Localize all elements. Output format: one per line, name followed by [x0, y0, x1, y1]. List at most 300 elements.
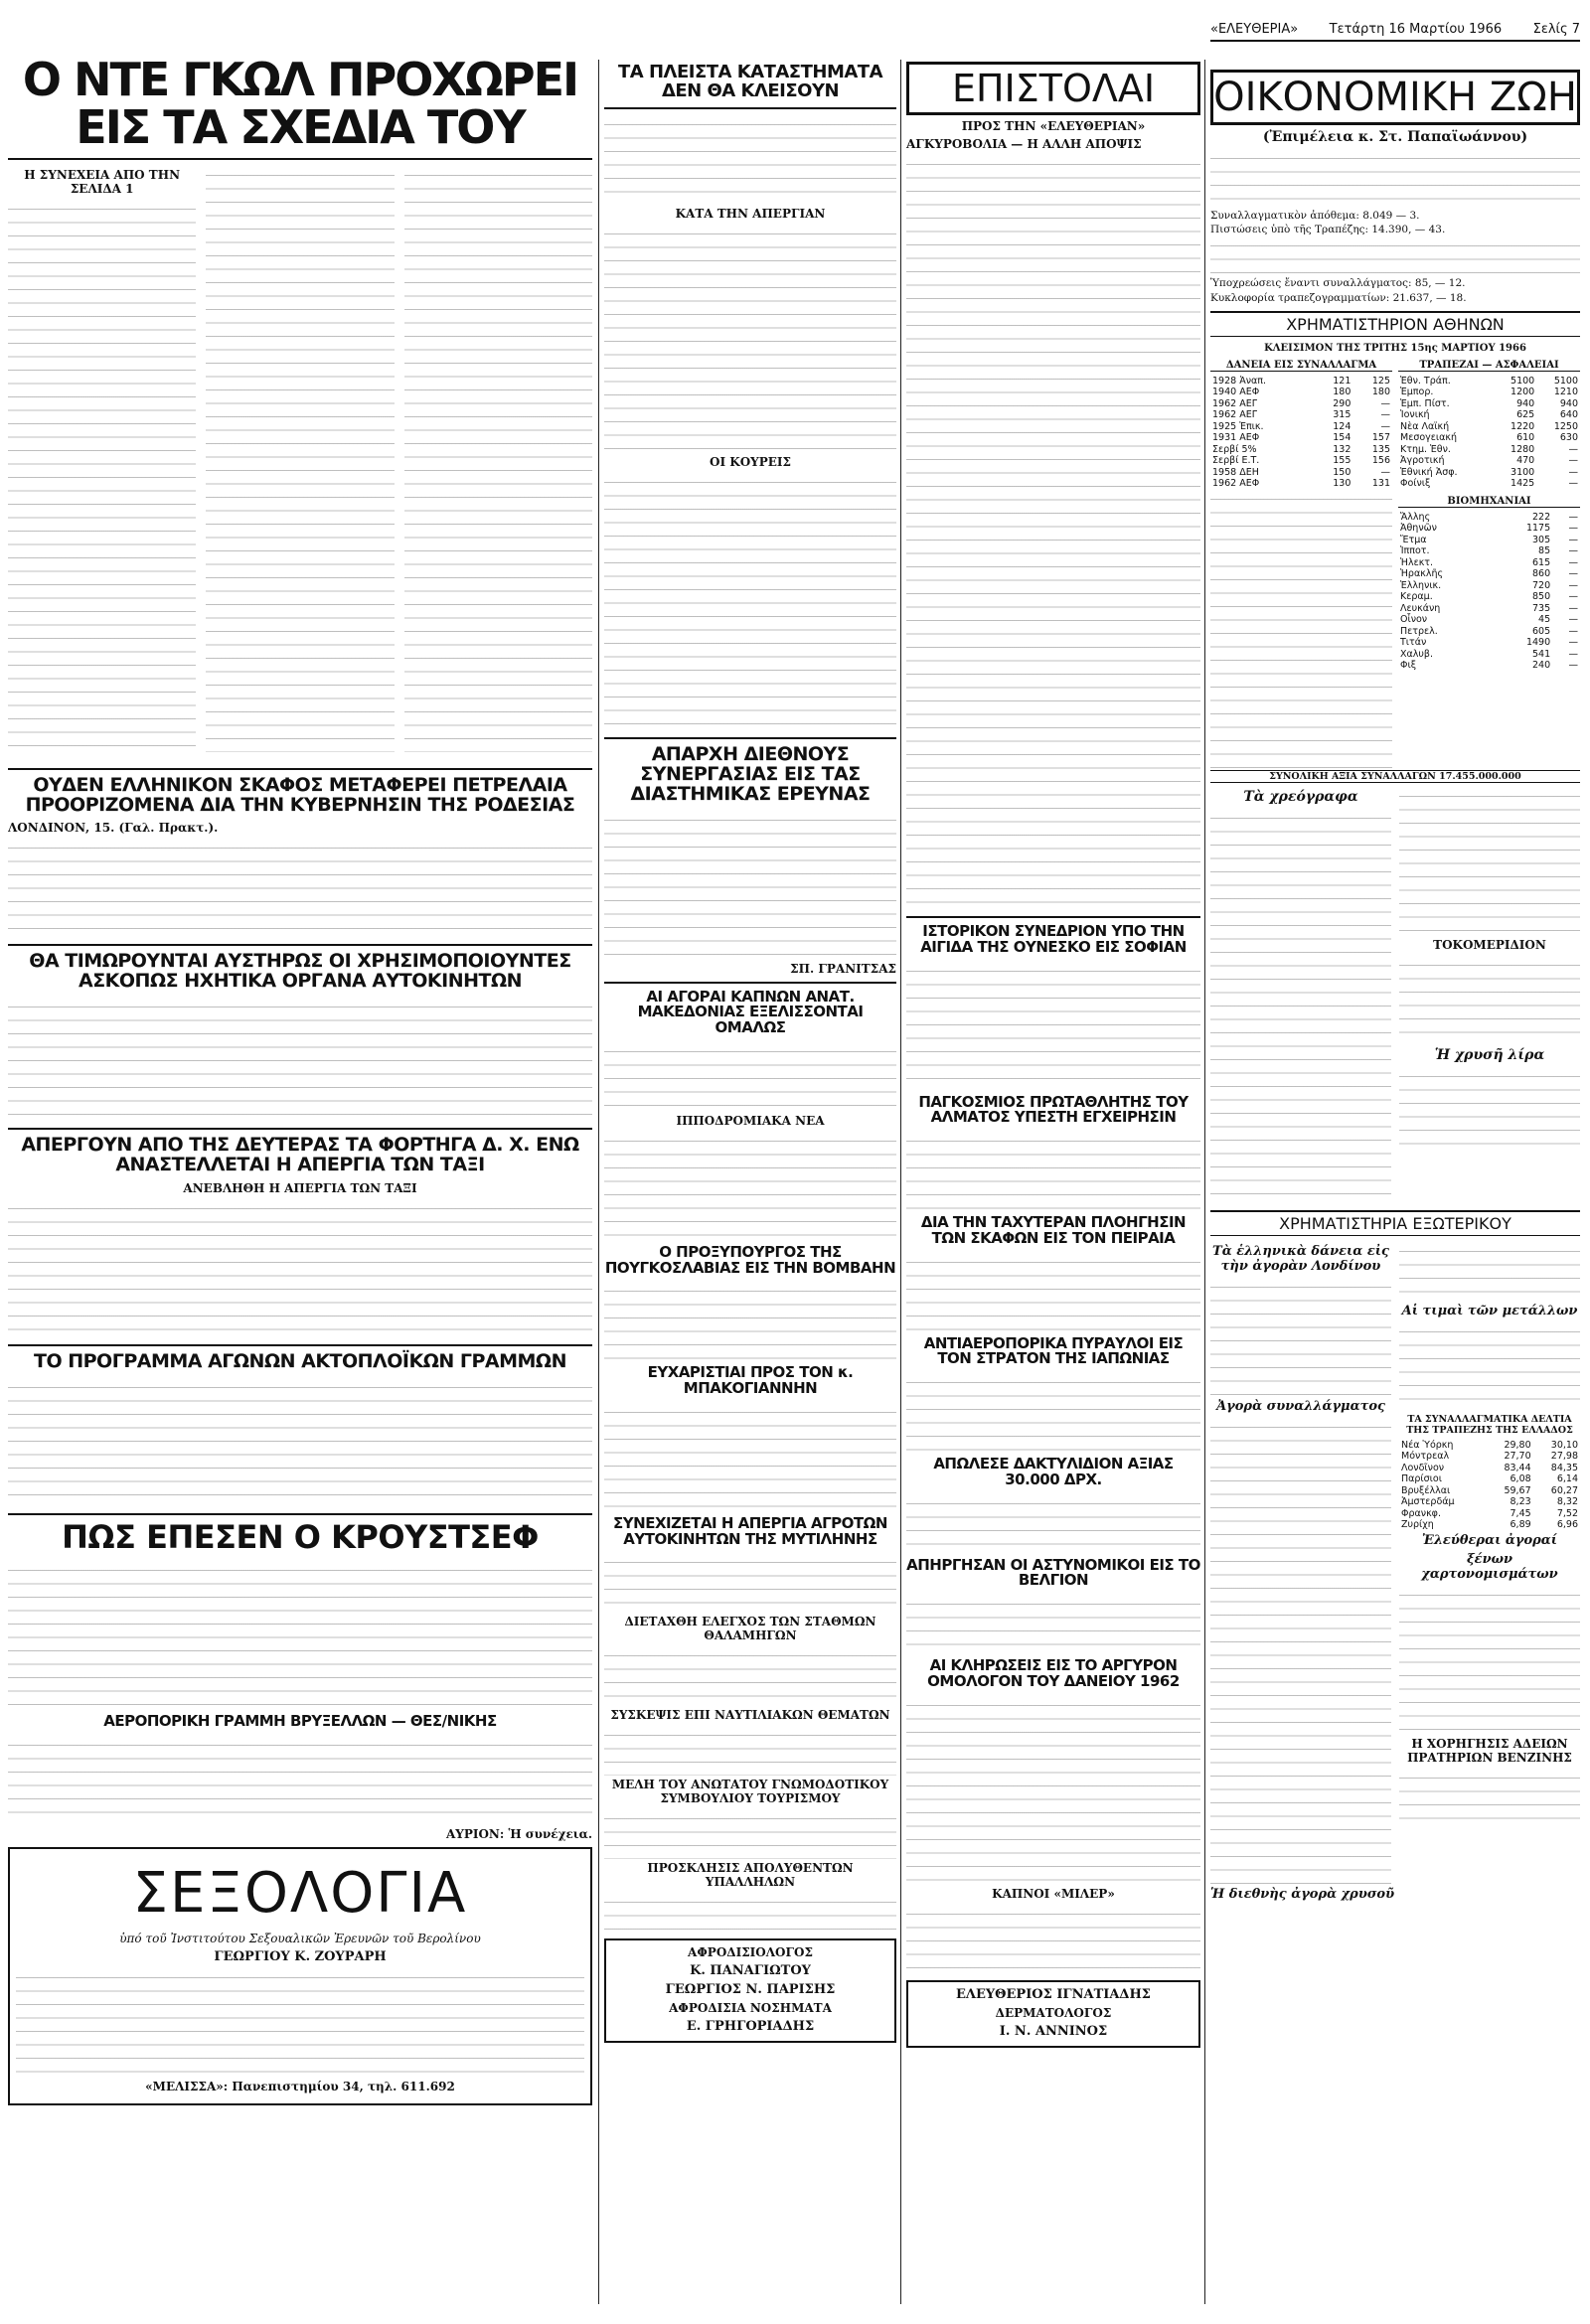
table-cell: 315	[1333, 409, 1352, 421]
table-cell: 1220	[1510, 420, 1535, 432]
page-number: Σελίς 7	[1532, 22, 1580, 37]
table-cell: Λευκάνη	[1400, 602, 1441, 614]
subheading: ΟΙ ΚΟΥΡΕΙΣ	[710, 454, 791, 469]
table-cell: 1250	[1553, 420, 1578, 432]
table-row	[1210, 376, 1392, 387]
table-cell: 59,67	[1504, 1484, 1531, 1496]
table-cell: 155	[1333, 455, 1352, 467]
story-text	[906, 1494, 1200, 1554]
table-cell: 6,89	[1510, 1519, 1531, 1531]
table-cell: 83,44	[1504, 1462, 1531, 1473]
story-text	[1399, 1322, 1580, 1412]
table-row	[1399, 1473, 1580, 1485]
story-headline: ΣΥΝΕΧΙΖΕΤΑΙ Η ΑΠΕΡΓΙΑ ΑΓΡΟΤΩΝ ΑΥΤΟΚΙΝΗΤΩΝ ΤΗΣ ΜΥΤΙΛΗΝΗΣ	[613, 1513, 887, 1548]
subheading: Τὰ ἑλληνικὰ δάνεια εἰς τὴν ἀγορὰν Λονδίνου	[1212, 1243, 1389, 1274]
table-text	[1210, 490, 1392, 768]
masthead	[1210, 8, 1580, 58]
table-cell: —	[1568, 660, 1578, 672]
doctor-ad	[906, 1980, 1200, 2048]
table-cell: 1928 Ἀναπ.	[1212, 375, 1267, 387]
table-cell: Ἔτμα	[1400, 534, 1427, 545]
table-cell: 180	[1371, 387, 1390, 398]
doctor-ad	[604, 1938, 896, 2043]
table-row	[1398, 387, 1580, 398]
table-cell: Ἐθνική Ἀσφ.	[1400, 466, 1458, 478]
exchange-headline: ΧΡΗΜΑΤΙΣΤΗΡΙΟΝ ΑΘΗΝΩΝ	[1210, 311, 1580, 337]
table-row	[1399, 1485, 1580, 1497]
subheading: Αἱ τιμαὶ τῶν μετάλλων	[1401, 1303, 1578, 1318]
story-headline: ΑΙ ΚΛΗΡΩΣΕΙΣ ΕΙΣ ΤΟ ΑΡΓΥΡΟΝ ΟΜΟΛΟΓΟΝ ΤΟΥ ΔΑΝΕΙΟΥ 1962	[927, 1656, 1180, 1690]
table-row	[1398, 444, 1580, 456]
table-row	[1210, 467, 1392, 479]
story-text	[906, 1132, 1200, 1211]
story-text	[1210, 809, 1391, 1196]
table-cell: —	[1568, 534, 1578, 545]
summary-list	[1210, 209, 1580, 305]
table-row	[1398, 545, 1580, 557]
ad-text	[16, 1968, 584, 2078]
table-cell: 125	[1371, 375, 1390, 387]
story-text	[604, 1132, 896, 1241]
story-headline: ΙΣΤΟΡΙΚΟΝ ΣΥΝΕΔΡΙΟΝ ΥΠΟ ΤΗΝ ΑΙΓΙΔΑ ΤΗΣ ΟΥΝΕΣΚΟ ΕΙΣ ΣΟΦΙΑΝ	[920, 922, 1187, 956]
summary-line: Συναλλαγματικὸν ἀπόθεμα: 8.049 — 3.	[1210, 210, 1420, 222]
story-text	[8, 1561, 592, 1710]
subheading: ΤΟΚΟΜΕΡΙΔΙΟΝ	[1433, 937, 1546, 952]
table-cell: 6,14	[1556, 1473, 1578, 1485]
subheading: Ἡ διεθνὴς ἀγορὰ χρυσοῦ	[1210, 1886, 1395, 1902]
finance-headline: ΟΙΚΟΝΟΜΙΚΗ ΖΩΗ	[1210, 70, 1580, 125]
table-cell: 6,08	[1510, 1473, 1531, 1485]
story-text	[8, 200, 196, 756]
table-cell: —	[1380, 466, 1390, 478]
table-cell: 605	[1532, 625, 1551, 637]
table-cell: 222	[1532, 511, 1551, 523]
table-cell: 29,80	[1504, 1439, 1531, 1451]
story-text	[604, 225, 896, 453]
banks-table	[1398, 376, 1580, 490]
column-rule	[1204, 60, 1205, 2304]
table-cell: Νέα Ὑόρκη	[1401, 1439, 1454, 1451]
subheading: Ἀγορὰ συναλλάγματος	[1216, 1398, 1385, 1414]
table-cell: 1425	[1510, 478, 1535, 490]
ad-title: ΣΕΞΟΛΟΓΙΑ	[132, 1860, 468, 1926]
story-headline: ΔΙΑ ΤΗΝ ΤΑΧΥΤΕΡΑΝ ΠΛΟΗΓΗΣΙΝ ΤΩΝ ΣΚΑΦΩΝ ΕΙΣ ΤΟΝ ΠΕΙΡΑΙΑ	[920, 1213, 1187, 1247]
table-row	[1398, 467, 1580, 479]
ad-footer: «ΜΕΛΙΣΣΑ»: Πανεπιστημίου 34, τηλ. 611.692	[145, 2079, 455, 2093]
table-row	[1398, 478, 1580, 490]
table-cell: Λονδῖνον	[1401, 1462, 1445, 1473]
table-cell: 860	[1532, 568, 1551, 580]
byline: ΣΠ. ΓΡΑΝΙΤΣΑΣ	[790, 961, 896, 976]
table-row	[1210, 421, 1392, 433]
table-cell: —	[1568, 523, 1578, 535]
story-text	[604, 115, 896, 205]
table-cell: 1280	[1510, 443, 1535, 455]
story-text	[604, 1809, 896, 1859]
story-text	[8, 1736, 592, 1825]
table-cell: —	[1568, 648, 1578, 660]
table-cell: Ἠλεκτ.	[1400, 556, 1434, 568]
story-text	[8, 998, 592, 1122]
story-text	[404, 166, 592, 752]
table-cell: 720	[1532, 579, 1551, 591]
table-cell: 640	[1559, 409, 1578, 421]
summary-line: Κυκλοφορία τραπεζογραμματίων: 21.637, — 18.	[1210, 291, 1467, 304]
table-cell: —	[1568, 455, 1578, 467]
letter-title: ΑΓΚΥΡΟΒΟΛΙΑ — Η ΑΛΛΗ ΑΠΟΨΙΣ	[906, 137, 1142, 151]
ad-subtitle: ὑπό τοῦ Ἰνστιτούτου Σεξουαλικῶν Ἐρευνῶν τοῦ Βερολίνου	[119, 1931, 481, 1945]
story-text	[906, 1595, 1200, 1654]
story-text	[206, 166, 394, 752]
table-cell: 1958 ΔΕΗ	[1212, 466, 1259, 478]
table-cell: Φρανκφ.	[1401, 1507, 1441, 1519]
story-headline: ΘΑ ΤΙΜΩΡΟΥΝΤΑΙ ΑΥΣΤΗΡΩΣ ΟΙ ΧΡΗΣΙΜΟΠΟΙΟΥΝΤΕΣ ΑΣΚΟΠΩΣ ΗΧΗΤΙΚΑ ΟΡΓΑΝΑ ΑΥΤΟΚΙΝΗΤΩΝ	[29, 950, 571, 993]
paper-name: «ΕΛΕΥΘΕΡΙΑ»	[1210, 22, 1299, 37]
subheading: ΔΙΕΤΑΧΘΗ ΕΛΕΓΧΟΣ ΤΩΝ ΣΤΑΘΜΩΝ ΘΑΛΑΜΗΓΩΝ	[624, 1615, 876, 1643]
table-cell: —	[1568, 568, 1578, 580]
story-text	[906, 1253, 1200, 1332]
story-text	[1399, 1586, 1580, 1735]
dateline: ΛΟΝΔΙΝΟΝ, 15. (Γαλ. Πρακτ.).	[8, 821, 219, 836]
table-title: ΤΡΑΠΕΖΑΙ — ΑΣΦΑΛΕΙΑΙ	[1398, 360, 1580, 372]
table-row	[1210, 444, 1392, 456]
story-headline: ΤΟ ΠΡΟΓΡΑΜΜΑ ΑΓΩΝΩΝ ΑΚΤΟΠΛΟΪΚΩΝ ΓΡΑΜΜΩΝ	[34, 1350, 566, 1373]
story-text	[1210, 1418, 1391, 1885]
exchange-tables	[1210, 358, 1580, 768]
story-text	[604, 1282, 896, 1361]
lottery-head: ΙΠΠΟΔΡΟΜΙΑΚΑ ΝΕΑ	[676, 1113, 825, 1128]
table-cell: 5100	[1510, 375, 1535, 387]
table-row	[1398, 614, 1580, 626]
main-story	[8, 166, 592, 762]
table-row	[1398, 376, 1580, 387]
story-headline: ΑΙ ΑΓΟΡΑΙ ΚΑΠΝΩΝ ΑΝΑΤ. ΜΑΚΕΔΟΝΙΑΣ ΕΞΕΛΙΣΣΟΝΤΑΙ ΟΜΑΛΩΣ	[637, 987, 864, 1037]
column-2	[604, 50, 896, 2315]
table-cell: 1962 ΑΕΦ	[1212, 478, 1260, 490]
table-row	[1398, 398, 1580, 410]
table-cell: —	[1568, 466, 1578, 478]
table-cell: Φιξ	[1400, 660, 1416, 672]
issue-date: Τετάρτη 16 Μαρτίου 1966	[1329, 22, 1503, 37]
story-headline: ΟΥΔΕΝ ΕΛΛΗΝΙΚΟΝ ΣΚΑΦΟΣ ΜΕΤΑΦΕΡΕΙ ΠΕΤΡΕΛΑΙΑ ΠΡΟΟΡΙΖΟΜΕΝΑ ΔΙΑ ΤΗΝ ΚΥΒΕΡΝΗΣΙΝ ΤΗΣ ΡΟΔΕΣΙΑΣ	[25, 773, 575, 816]
story-text	[604, 1646, 896, 1706]
table-cell: 1962 ΑΕΓ	[1212, 397, 1257, 409]
table-cell: 1175	[1525, 523, 1551, 535]
subheading: ΠΡΟΣ ΤΗΝ «ΕΛΕΥΘΕΡΙΑΝ»	[961, 119, 1146, 133]
table-title: ΒΙΟΜΗΧΑΝΙΑΙ	[1398, 496, 1580, 508]
table-cell: —	[1380, 397, 1390, 409]
story-text	[604, 1403, 896, 1512]
table-cell: 124	[1333, 420, 1352, 432]
story-headline: ΠΑΓΚΟΣΜΙΟΣ ΠΡΩΤΑΘΛΗΤΗΣ ΤΟΥ ΑΛΜΑΤΟΣ ΥΠΕΣΤΗ ΕΓΧΕΙΡΗΣΙΝ	[918, 1092, 1189, 1127]
ad-title: ΑΦΡΟΔΙΣΙΟΛΟΓΟΣ	[688, 1945, 813, 1960]
table-row	[1398, 660, 1580, 672]
table-cell: Ἑλληνικ.	[1400, 579, 1442, 591]
story-text	[1210, 1278, 1391, 1397]
table-row	[1210, 398, 1392, 410]
table-cell: —	[1568, 511, 1578, 523]
table-cell: 130	[1333, 478, 1352, 490]
table-cell: 541	[1532, 648, 1551, 660]
table-cell: 150	[1333, 466, 1352, 478]
table-cell: Κεραμ.	[1400, 591, 1433, 603]
table-cell: Μεσογειακή	[1400, 432, 1458, 444]
index-total: ΣΥΝΟΛΙΚΗ ΑΞΙΑ ΣΥΝΑΛΛΑΓΩΝ 17.455.000.000	[1210, 770, 1580, 783]
table-row	[1398, 535, 1580, 546]
table-cell: 940	[1516, 397, 1535, 409]
story-text	[1399, 1242, 1580, 1302]
table-cell: 5100	[1553, 375, 1578, 387]
foreign-markets	[1210, 1242, 1580, 1885]
summary-line: Πιστώσεις ὑπὸ τῆς Τραπέζης: 14.390, — 43.	[1210, 224, 1446, 236]
table-cell: Τιτάν	[1400, 637, 1427, 649]
subheading: ξένων χαρτονομισμάτων	[1421, 1551, 1558, 1582]
story-text	[1210, 149, 1580, 209]
story-headline: ΑΠΑΡΧΗ ΔΙΕΘΝΟΥΣ ΣΥΝΕΡΓΑΣΙΑΣ ΕΙΣ ΤΑΣ ΔΙΑΣΤΗΜΙΚΑΣ ΕΡΕΥΝΑΣ	[630, 742, 871, 805]
ad-name: Κ. ΠΑΝΑΓΙΩΤΟΥ	[690, 1963, 811, 1979]
table-row	[1210, 409, 1392, 421]
table-cell: 735	[1532, 602, 1551, 614]
subheading: ΜΕΛΗ ΤΟΥ ΑΝΩΤΑΤΟΥ ΓΝΩΜΟΔΟΤΙΚΟΥ ΣΥΜΒΟΥΛΙΟΥ ΤΟΥΡΙΣΜΟΥ	[611, 1778, 889, 1806]
ad-name: Ι. Ν. ΑΝΝΙΝΟΣ	[999, 2023, 1108, 2039]
subheading: ΤΑ ΣΥΝΑΛΛΑΓΜΑΤΙΚΑ ΔΕΛΤΙΑ ΤΗΣ ΤΡΑΠΕΖΗΣ ΤΗΣ ΕΛΛΑΔΟΣ	[1406, 1413, 1573, 1436]
table-cell: 60,27	[1550, 1484, 1578, 1496]
table-cell: 85	[1538, 545, 1551, 557]
sexology-ad	[8, 1847, 592, 2105]
table-cell: 850	[1532, 591, 1551, 603]
table-cell: Σερβί 5%	[1212, 443, 1257, 455]
table-row	[1398, 626, 1580, 638]
story-text	[604, 811, 896, 960]
table-title: ΔΑΝΕΙΑ ΕΙΣ ΣΥΝΑΛΛΑΓΜΑ	[1210, 360, 1392, 372]
editor-credit: (Ἐπιμέλεια κ. Στ. Παπαϊωάννου)	[1262, 129, 1528, 145]
table-cell: 8,23	[1510, 1496, 1531, 1508]
table-cell: —	[1568, 637, 1578, 649]
table-row	[1398, 591, 1580, 603]
column-rule	[900, 60, 901, 2304]
table-row	[1399, 1508, 1580, 1520]
table-cell: 3100	[1510, 466, 1535, 478]
table-row	[1398, 421, 1580, 433]
column-headline: ΤΑ ΠΛΕΙΣΤΑ ΚΑΤΑΣΤΗΜΑΤΑ ΔΕΝ ΘΑ ΚΛΕΙΣΟΥΝ	[617, 62, 882, 101]
story-text	[1210, 236, 1580, 276]
table-row	[1398, 557, 1580, 569]
story-text	[8, 839, 592, 938]
subheading: ΚΑΤΑ ΤΗΝ ΑΠΕΡΓΙΑΝ	[675, 206, 826, 221]
table-cell: 1940 ΑΕΦ	[1212, 387, 1260, 398]
table-row	[1399, 1519, 1580, 1531]
letters-headline: ΕΠΙΣΤΟΛΑΙ	[906, 62, 1200, 115]
ad-author: ΓΕΩΡΓΙΟΥ Κ. ΖΟΥΡΑΡΗ	[214, 1948, 387, 1964]
table-row	[1210, 455, 1392, 467]
table-row	[1398, 432, 1580, 444]
column-1	[8, 50, 592, 2315]
table-cell: 470	[1516, 455, 1535, 467]
story-text	[1399, 787, 1580, 936]
table-cell: 1210	[1553, 387, 1578, 398]
foreign-exchange-headline: ΧΡΗΜΑΤΙΣΤΗΡΙΑ ΕΞΩΤΕΡΙΚΟΥ	[1210, 1210, 1580, 1236]
table-cell: Ἐμπορ.	[1400, 387, 1434, 398]
table-cell: Ἀμστερδάμ	[1401, 1496, 1455, 1508]
continuation-label: Η ΣΥΝΕΧΕΙΑ ΑΠΟ ΤΗΝ ΣΕΛΙΔΑ 1	[24, 167, 181, 196]
table-cell: —	[1568, 579, 1578, 591]
industry-table	[1398, 512, 1580, 672]
column-rule	[598, 60, 599, 2304]
table-row	[1399, 1451, 1580, 1463]
table-cell: Νὲα Λαϊκή	[1400, 420, 1450, 432]
table-cell: 1962 ΑΕΓ	[1212, 409, 1257, 421]
table-cell: 131	[1371, 478, 1390, 490]
story-text	[8, 1378, 592, 1507]
subheading: ΑΝΕΒΛΗΘΗ Η ΑΠΕΡΓΙΑ ΤΩΝ ΤΑΞΙ	[183, 1181, 417, 1196]
story-headline: ΑΝΤΙΑΕΡΟΠΟΡΙΚΑ ΠΥΡΑΥΛΟΙ ΕΙΣ ΤΟΝ ΣΤΡΑΤΟΝ ΤΗΣ ΙΑΠΩΝΙΑΣ	[923, 1333, 1184, 1368]
table-cell: —	[1568, 478, 1578, 490]
table-row	[1210, 432, 1392, 444]
subheading: Η ΧΟΡΗΓΗΣΙΣ ΑΔΕΙΩΝ ΠΡΑΤΗΡΙΩΝ ΒΕΝΖΙΝΗΣ	[1407, 1736, 1572, 1765]
table-row	[1399, 1440, 1580, 1452]
story-text	[906, 1373, 1200, 1453]
subheading: ΚΑΠΝΟΙ «ΜΙΛΕΡ»	[992, 1886, 1115, 1901]
table-cell: Σερβί Ε.Τ.	[1212, 455, 1260, 467]
table-cell: 625	[1516, 409, 1535, 421]
table-row	[1398, 649, 1580, 661]
story-headline: ΠΩΣ ΕΠΕΣΕΝ Ο ΚΡΟΥΣΤΣΕΦ	[62, 1518, 539, 1557]
table-cell: Ἐθν. Τράπ.	[1400, 375, 1451, 387]
table-cell: —	[1568, 602, 1578, 614]
table-cell: —	[1568, 545, 1578, 557]
table-row	[1398, 580, 1580, 592]
loans-table	[1210, 376, 1392, 490]
table-row	[1210, 387, 1392, 398]
table-cell: Κτημ. Ἐθν.	[1400, 443, 1451, 455]
story-headline: ΑΠΩΛΕΣΕ ΔΑΚΤΥΛΙΔΙΟΝ ΑΞΙΑΣ 30.000 ΔΡΧ.	[933, 1455, 1174, 1488]
table-cell: Μόντρεαλ	[1401, 1451, 1450, 1463]
story-text	[604, 1893, 896, 1933]
table-cell: 156	[1371, 455, 1390, 467]
table-row	[1399, 1463, 1580, 1474]
table-cell: 615	[1532, 556, 1551, 568]
table-cell: Ἡρακλῆς	[1400, 568, 1444, 580]
table-cell: 135	[1371, 443, 1390, 455]
table-cell: Φοίνιξ	[1400, 478, 1431, 490]
table-cell: Ἄλλης	[1400, 511, 1431, 523]
table-cell: 121	[1333, 375, 1352, 387]
subheading: Ἡ χρυσῆ λίρα	[1434, 1046, 1545, 1063]
table-cell: Ἐμπ. Πίστ.	[1400, 397, 1450, 409]
table-cell: 240	[1532, 660, 1551, 672]
column-3	[906, 50, 1200, 2315]
table-cell: Ζυρίχη	[1401, 1519, 1434, 1531]
table-cell: 45	[1538, 614, 1551, 626]
table-cell: 610	[1516, 432, 1535, 444]
table-cell: 180	[1333, 387, 1352, 398]
table-cell: —	[1568, 556, 1578, 568]
table-cell: 7,52	[1556, 1507, 1578, 1519]
story-text	[604, 1726, 896, 1776]
table-row	[1399, 1496, 1580, 1508]
table-cell: Ἰονική	[1400, 409, 1430, 421]
table-row	[1398, 512, 1580, 524]
story-text	[604, 1553, 896, 1613]
table-cell: Οἶνον	[1400, 614, 1428, 626]
table-row	[1398, 455, 1580, 467]
table-row	[1398, 637, 1580, 649]
ad-name: ΕΛΕΥΘΕΡΙΟΣ ΙΓΝΑΤΙΑΔΗΣ	[956, 1986, 1151, 2002]
table-cell: Ἀγροτική	[1400, 455, 1445, 467]
story-headline: ΑΠΕΡΓΟΥΝ ΑΠΟ ΤΗΣ ΔΕΥΤΕΡΑΣ ΤΑ ΦΟΡΤΗΓΑ Δ. Χ. ΕΝΩ ΑΝΑΣΤΕΛΛΕΤΑΙ Η ΑΠΕΡΓΙΑ ΤΩΝ ΤΑΞΙ	[21, 1134, 579, 1176]
table-cell: 7,45	[1510, 1507, 1531, 1519]
story-text	[8, 1199, 592, 1338]
table-cell: 84,35	[1550, 1462, 1578, 1473]
table-cell: 132	[1333, 443, 1352, 455]
story-text	[604, 1042, 896, 1112]
table-cell: 6,96	[1556, 1519, 1578, 1531]
table-cell: 940	[1559, 397, 1578, 409]
summary-line: Ὑποχρεώσεις ἔναντι συναλλάγματος: 85, — 12.	[1210, 277, 1466, 290]
table-cell: —	[1380, 420, 1390, 432]
table-cell: Παρίσιοι	[1401, 1473, 1442, 1485]
table-cell: Βρυξέλλαι	[1401, 1484, 1451, 1496]
story-text	[906, 155, 1200, 910]
story-headline: Ο ΠΡΟΞΥΠΟΥΡΓΟΣ ΤΗΣ ΠΟΥΓΚΟΣΛΑΒΙΑΣ ΕΙΣ ΤΗΝ ΒΟΜΒΑΗΝ	[604, 1242, 896, 1277]
tomorrow-note: ΑΥΡΙΟΝ: Ἡ συνέχεια.	[445, 1826, 592, 1841]
table-cell: 290	[1333, 397, 1352, 409]
table-cell: 630	[1559, 432, 1578, 444]
story-headline: ΑΕΡΟΠΟΡΙΚΗ ΓΡΑΜΜΗ ΒΡΥΞΕΛΛΩΝ — ΘΕΣ/ΝΙΚΗΣ	[103, 1711, 497, 1730]
subheading: Τὰ χρεόγραφα	[1243, 788, 1358, 805]
story-headline: ΑΠΗΡΓΗΣΑΝ ΟΙ ΑΣΤΥΝΟΜΙΚΟΙ ΕΙΣ ΤΟ ΒΕΛΓΙΟΝ	[906, 1555, 1200, 1590]
table-cell: —	[1568, 625, 1578, 637]
table-cell: 27,98	[1550, 1451, 1578, 1463]
table-cell: Ἱπποτ.	[1400, 545, 1430, 557]
table-cell: 8,32	[1556, 1496, 1578, 1508]
story-text	[1399, 1769, 1580, 1828]
table-cell: 1925 Ἐπικ.	[1212, 420, 1264, 432]
subheading: Ἐλεύθεραι ἀγοραί	[1421, 1532, 1558, 1548]
table-cell: 1931 ΑΕΦ	[1212, 432, 1260, 444]
exchange-subtitle: ΚΛΕΙΣΙΜΟΝ ΤΗΣ ΤΡΙΤΗΣ 15ης ΜΑΡΤΙΟΥ 1966	[1264, 342, 1526, 354]
table-cell: —	[1568, 443, 1578, 455]
story-text	[1399, 1067, 1580, 1147]
story-text	[906, 1696, 1200, 1885]
currency-table	[1399, 1440, 1580, 1531]
table-row	[1398, 568, 1580, 580]
column-4	[1210, 60, 1580, 2315]
finance-commentary	[1210, 787, 1580, 1204]
table-row	[1398, 523, 1580, 535]
table-cell: —	[1380, 409, 1390, 421]
ad-title: ΔΕΡΜΑΤΟΛΟΓΟΣ	[995, 2005, 1112, 2020]
story-text	[604, 473, 896, 731]
story-headline: ΕΥΧΑΡΙΣΤΙΑΙ ΠΡΟΣ ΤΟΝ κ. ΜΠΑΚΟΓΙΑΝΝΗΝ	[647, 1363, 854, 1398]
table-cell: 157	[1371, 432, 1390, 444]
table-cell: —	[1568, 614, 1578, 626]
story-text	[1399, 956, 1580, 1045]
table-cell: Πετρελ.	[1400, 625, 1438, 637]
table-row	[1398, 603, 1580, 615]
table-cell: 154	[1333, 432, 1352, 444]
table-cell: 1200	[1510, 387, 1535, 398]
table-cell: Χαλυβ.	[1400, 648, 1433, 660]
table-cell: 27,70	[1504, 1451, 1531, 1463]
subheading: ΣΥΣΚΕΨΙΣ ΕΠΙ ΝΑΥΤΙΛΙΑΚΩΝ ΘΕΜΑΤΩΝ	[610, 1708, 890, 1723]
subheading: ΠΡΟΣΚΛΗΣΙΣ ΑΠΟΛΥΘΕΝΤΩΝ ΥΠΑΛΛΗΛΩΝ	[647, 1861, 854, 1890]
story-text	[906, 962, 1200, 1091]
table-cell: 1490	[1525, 637, 1551, 649]
table-cell: —	[1568, 591, 1578, 603]
ad-name: ΓΕΩΡΓΙΟΣ Ν. ΠΑΡΙΣΗΣ	[665, 1982, 836, 1998]
table-cell: Ἀθηνῶν	[1400, 523, 1437, 535]
